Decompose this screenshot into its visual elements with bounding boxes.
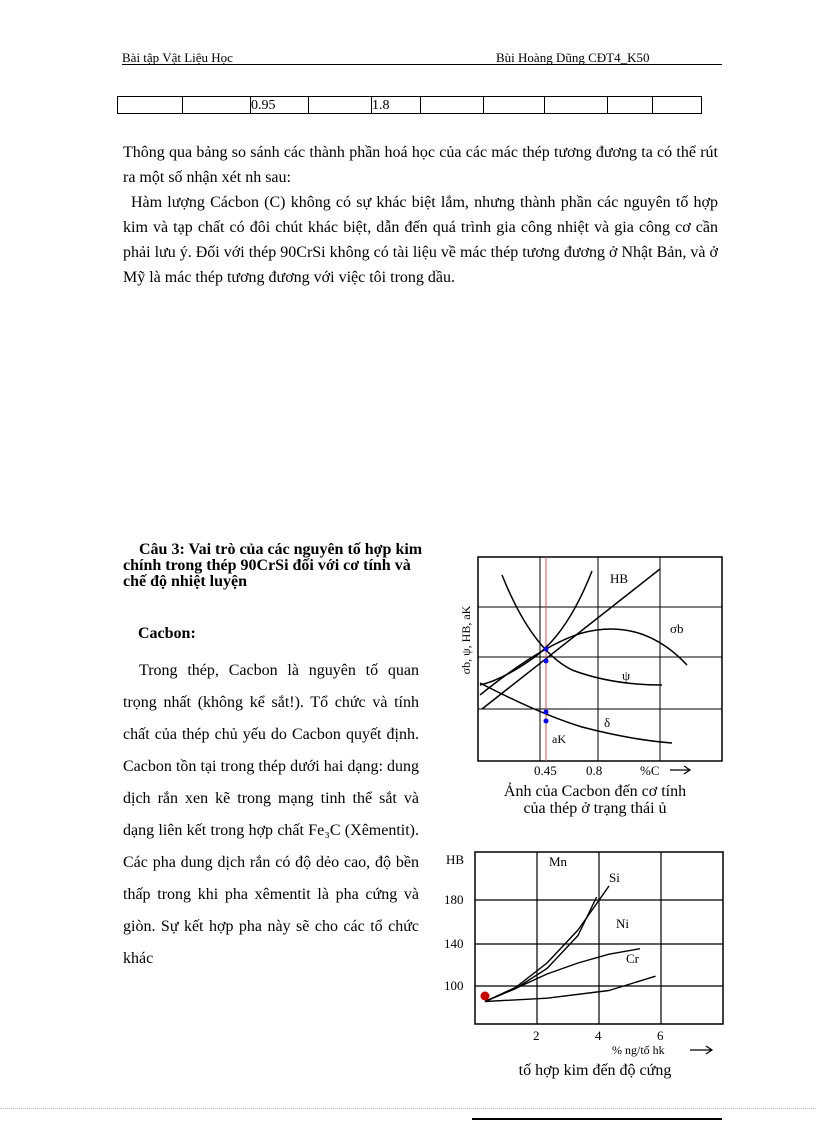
body-text	[123, 655, 419, 975]
figure1-x-tick: 0.45	[534, 763, 557, 778]
series-line-ni	[485, 949, 640, 1002]
figure2-grid	[475, 852, 723, 1024]
table-cell	[484, 97, 545, 114]
table-cell	[309, 97, 372, 114]
figure1-caption-1: Ảnh của Cacbon đến cơ tính	[503, 783, 687, 800]
table-cell	[653, 97, 702, 114]
paragraph-2: Hàm lượng Cácbon (C) không có sự khác biệt lắm, nhưng thành phần các nguyên tố hợp kim và tạp chất có đôi chút khác biệt, dẫn đến quá trình gia công nhiệt và gia công cơ cần phải lưu ý. Đối với thép 90CrSi không có tài liệu về mác thép tương đương ở Nhật Bản, và ở Mỹ là mác thép tương đương với việc tôi trong dầu.	[123, 194, 718, 286]
body-paragraph: Trong thép, Cacbon là nguyên tố quan trọng nhất (không kể sắt!). Tổ chức và tính chất của thép chủ yếu do Cacbon quyết định. Cacbon tồn tại trong thép dưới hai dạng: dung dịch rắn xen kẽ trong mạng tinh thể sắt và dạng liên kết trong hợp chất Fe₃C (Xêmentit). Các pha dung dịch rắn có độ dẻo cao, độ bền thấp trong khi pha xêmentit là pha cứng và giòn. Sự kết hợp pha này sẽ cho các tổ chức khác	[123, 662, 419, 967]
figure1-y-label: σb, ψ, HB, aK	[459, 605, 473, 675]
figure1-frame	[478, 557, 722, 761]
label-ni: Ni	[616, 916, 629, 931]
figure1-caption-2: của thép ở trạng thái ủ	[523, 800, 667, 817]
label-si: Si	[609, 870, 620, 885]
figure2-x-tick: 6	[657, 1028, 664, 1043]
figure2-y-tick: 140	[444, 936, 464, 951]
header-right: Bùi Hoàng Dũng CĐT4_K50	[496, 50, 650, 65]
table-cell	[608, 97, 653, 114]
subheading-cacbon: Cacbon:	[138, 625, 196, 642]
label-psi: ψ	[622, 668, 631, 683]
paragraph-1: Thông qua bảng so sánh các thành phần hoá học của các mác thép tương đương ta có thể rút ra một số nhận xét nh sau:	[123, 144, 718, 186]
table-cell: 1.8	[372, 97, 421, 114]
curve-delta	[480, 683, 672, 743]
table-cell	[545, 97, 608, 114]
table-cell	[118, 97, 183, 114]
figure1-grid	[478, 557, 722, 761]
origin-marker	[481, 992, 490, 1001]
figure-carbon-properties	[452, 555, 732, 780]
figure2-x-label: % ng/tố hk	[612, 1043, 665, 1057]
figure2-y-tick: 100	[444, 978, 464, 993]
label-mn: Mn	[549, 854, 568, 869]
label-sigma: σb	[670, 621, 684, 636]
series-line-cr	[485, 976, 656, 1001]
label-hb: HB	[610, 571, 629, 586]
header-rule	[122, 64, 722, 65]
header-left: Bài tập Vật Liệu Học	[122, 50, 233, 65]
figure1-x-tick: 0.8	[586, 763, 603, 778]
figure-alloy-hardness	[440, 848, 730, 1060]
next-figure-edge	[472, 1118, 722, 1120]
figure2-y-label: HB	[446, 852, 465, 867]
table-cell	[183, 97, 251, 114]
table-cell	[421, 97, 484, 114]
arrow-right-icon	[690, 1046, 712, 1054]
figure2-x-tick: 4	[595, 1028, 602, 1043]
figure2-x-tick: 2	[533, 1028, 540, 1043]
table-cell: 0.95	[251, 97, 309, 114]
curve-ak	[480, 571, 592, 685]
arrow-right-icon	[670, 766, 690, 774]
table-row	[118, 97, 702, 114]
composition-table	[117, 96, 702, 114]
label-delta: δ	[604, 715, 611, 730]
figure1-x-label: %C	[640, 763, 660, 778]
page-bottom-rule	[0, 1108, 816, 1109]
figure2-caption: tố hợp kim đến độ cứng	[518, 1062, 672, 1079]
question-heading: Câu 3: Vai trò của các nguyên tố hợp kim chính trong thép 90CrSi đối với cơ tính và chế độ nhiệt luyện	[123, 541, 423, 590]
label-ak: aK	[552, 732, 566, 746]
paragraph-comparison	[123, 140, 718, 290]
label-cr: Cr	[626, 951, 639, 966]
figure2-y-tick: 180	[444, 892, 464, 907]
